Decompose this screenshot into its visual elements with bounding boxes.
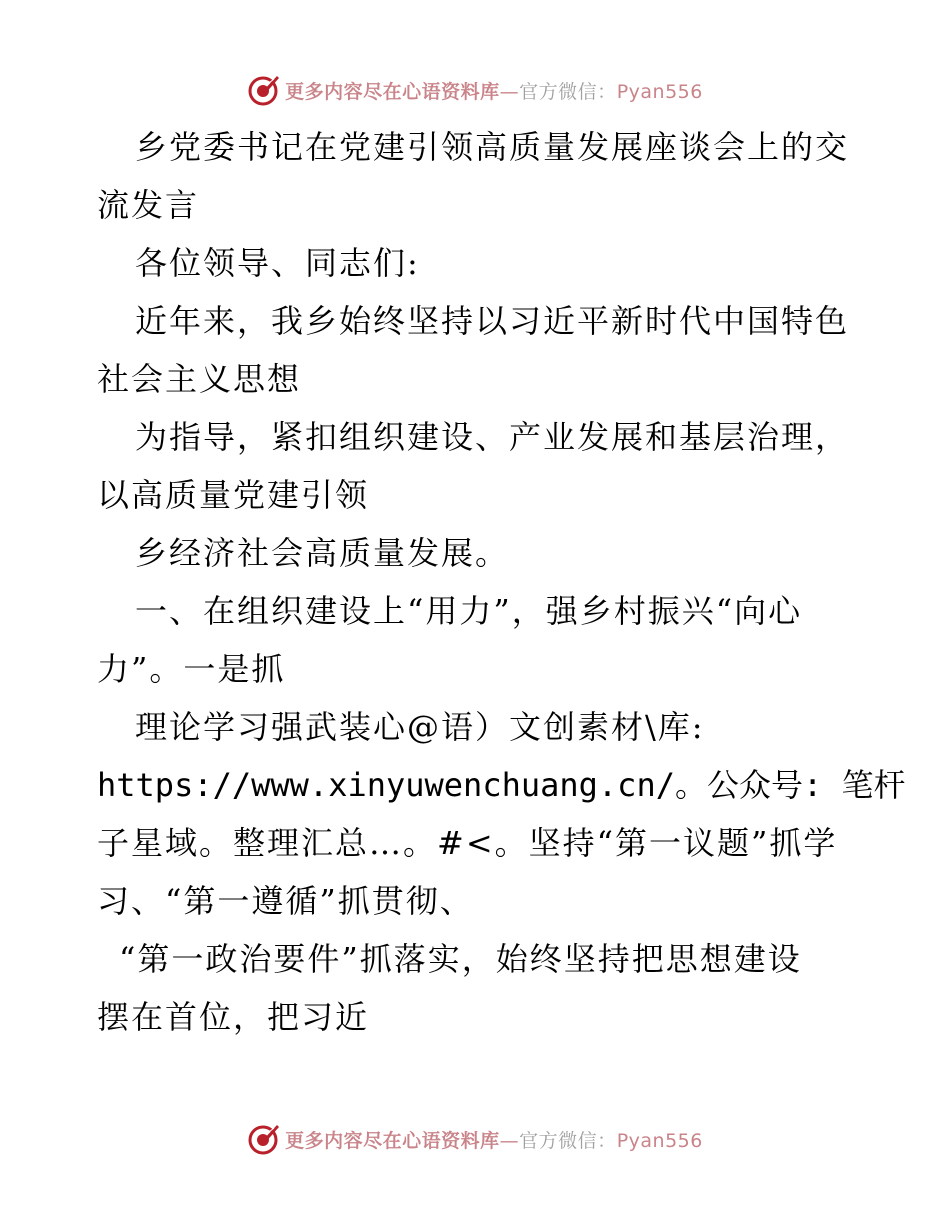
paragraph-line: “第一政治要件”抓落实，始终坚持把思想建设 (119, 940, 802, 978)
title-line-1: 乡党委书记在党建引领高质量发展座谈会上的交 (135, 128, 850, 166)
salutation: 各位领导、同志们: (135, 244, 420, 282)
header-watermark-banner (0, 70, 950, 110)
banner-wechat-id: Pyan556 (616, 1129, 703, 1152)
paragraph-line: 摆在首位，把习近 (97, 998, 370, 1036)
banner-wechat-label: 官方微信： (519, 80, 617, 103)
banner-wechat-label: 官方微信： (519, 1129, 617, 1152)
paragraph-line: 为指导，紧扣组织建设、产业发展和基层治理， (135, 418, 850, 456)
paragraph-line: 理论学习强武装心@语）文创素材\库: (135, 708, 705, 746)
paragraph-line: 以高质量党建引领 (97, 476, 370, 514)
paragraph-line: 习、“第一遵循”抓贯彻、 (97, 882, 474, 920)
paragraph-line: 子星域。整理汇总…。#<。坚持“第一议题”抓学 (97, 824, 838, 862)
url-line-text: https://www.xinyuwenchuang.cn/。公众号: 笔杆 (97, 766, 906, 804)
quill-logo-icon (247, 1122, 281, 1156)
footer-watermark-banner (0, 1119, 950, 1159)
banner-main-text: 更多内容尽在心语资料库 (285, 80, 500, 103)
banner-main-text: 更多内容尽在心语资料库 (285, 1129, 500, 1152)
quill-logo-icon (247, 73, 281, 107)
banner-separator: — (499, 1129, 520, 1152)
paragraph-line: 社会主义思想 (97, 360, 302, 398)
url-line (97, 756, 906, 814)
paragraph-line: 乡经济社会高质量发展。 (135, 534, 510, 572)
section-heading-line: 力”。一是抓 (97, 650, 286, 688)
section-heading-line: 一、在组织建设上“用力”，强乡村振兴“向心 (135, 592, 803, 630)
paragraph-line: 近年来，我乡始终坚持以习近平新时代中国特色 (135, 302, 850, 340)
title-line-2: 流发言 (97, 186, 200, 224)
banner-wechat-id: Pyan556 (616, 80, 703, 103)
banner-separator: — (499, 80, 520, 103)
document-body (97, 118, 906, 1046)
